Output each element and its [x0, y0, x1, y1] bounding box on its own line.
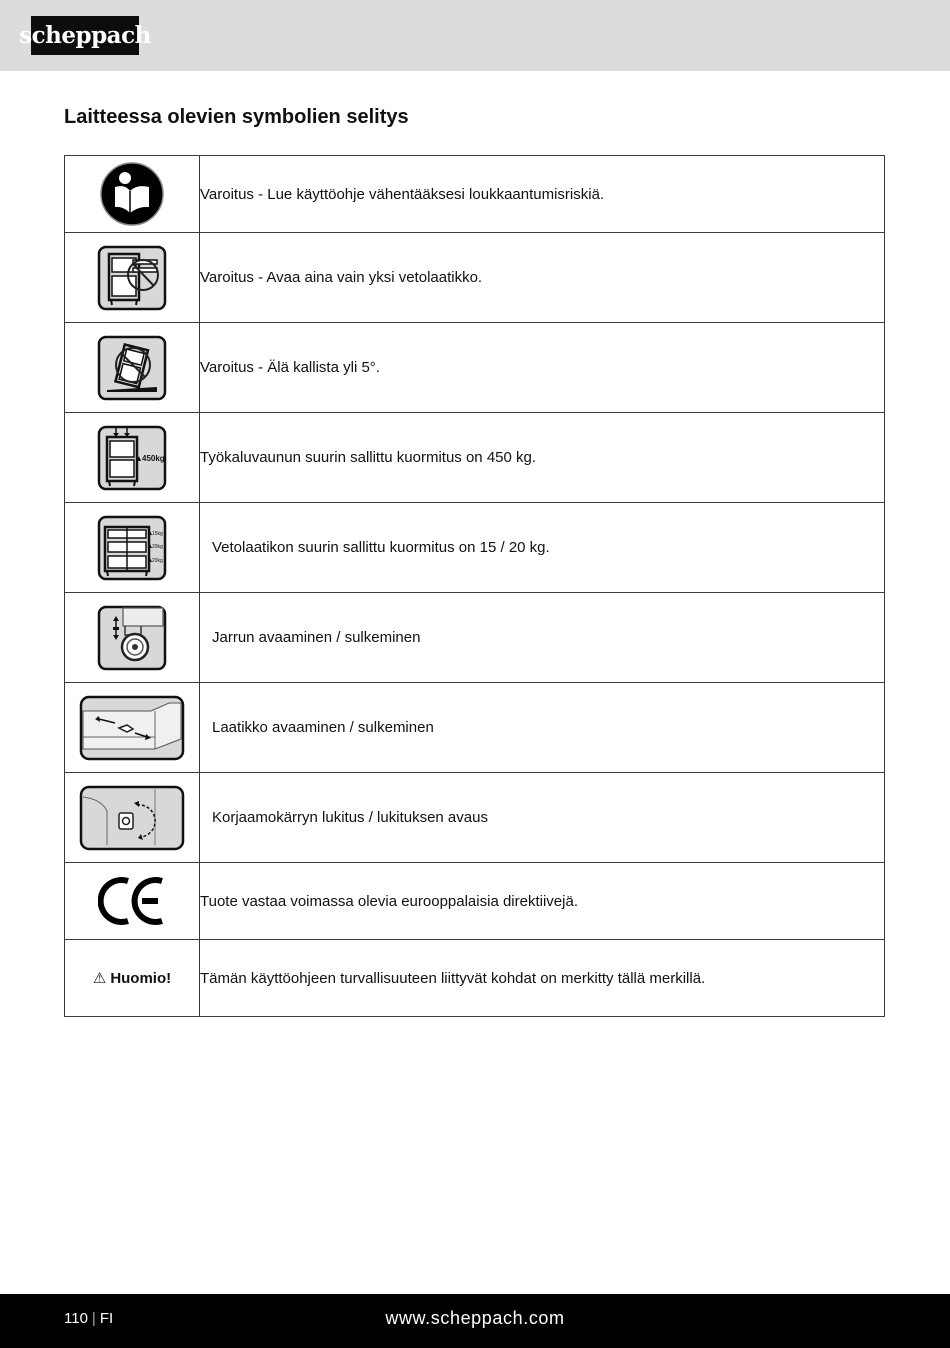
page-number: 110 | FI: [64, 1310, 114, 1327]
row-description: Työkaluvaunun suurin sallittu kuormitus on 450 kg.: [200, 413, 885, 503]
scheppach-logo: scheppach: [31, 16, 139, 55]
table-row: [65, 940, 885, 1017]
row-description: Jarrun avaaminen / sulkeminen: [200, 593, 885, 683]
row-description: Korjaamokärryn lukitus / lukituksen avaus: [200, 773, 885, 863]
ce-mark-icon: [98, 875, 166, 927]
table-row: [65, 413, 885, 503]
drawer-load-label: 20kg: [152, 557, 163, 564]
row-description: Varoitus - Avaa aina vain yksi vetolaatikko.: [200, 233, 885, 323]
page-header: [0, 0, 950, 71]
max-load-label: 450kg: [142, 453, 165, 463]
table-row: [65, 503, 885, 593]
table-row: [65, 593, 885, 683]
lock-icon: [79, 785, 185, 851]
brake-wheel-icon: [97, 605, 167, 671]
row-description: Tuote vastaa voimassa olevia eurooppalaisia direktiivejä.: [200, 863, 885, 940]
read-manual-icon: [99, 161, 165, 227]
row-description: Laatikko avaaminen / sulkeminen: [200, 683, 885, 773]
row-description: Vetolaatikon suurin sallittu kuormitus on 15 / 20 kg.: [200, 503, 885, 593]
separator: |: [91, 1310, 96, 1327]
drawer-load-label: 20kg: [152, 543, 163, 550]
warning-triangle-icon: ⚠: [92, 969, 107, 987]
drawer-open-icon: [79, 695, 185, 761]
row-description: Tämän käyttöohjeen turvallisuuteen liittyvät kohdat on merkitty tällä merkillä.: [200, 940, 885, 1017]
no-tilt-icon: [97, 335, 167, 401]
drawer-load-icon: [97, 515, 167, 581]
one-drawer-icon: [97, 245, 167, 311]
drawer-load-label: 15kg: [152, 530, 163, 537]
page-title: Laitteessa olevien symbolien selitys: [64, 106, 409, 128]
row-description: Varoitus - Lue käyttöohje vähentääksesi loukkaantumisriskiä.: [200, 156, 885, 233]
table-row: [65, 233, 885, 323]
symbols-table: [64, 155, 885, 1017]
row-description: Varoitus - Älä kallista yli 5°.: [200, 323, 885, 413]
table-row: [65, 156, 885, 233]
huomio-label: ⚠ Huomio!: [92, 969, 172, 987]
page-footer: [0, 1294, 950, 1348]
website-link[interactable]: www.scheppach.com: [385, 1308, 565, 1328]
table-row: [65, 683, 885, 773]
table-row: [65, 773, 885, 863]
max-load-cabinet-icon: [97, 425, 167, 491]
table-row: [65, 863, 885, 940]
table-row: [65, 323, 885, 413]
